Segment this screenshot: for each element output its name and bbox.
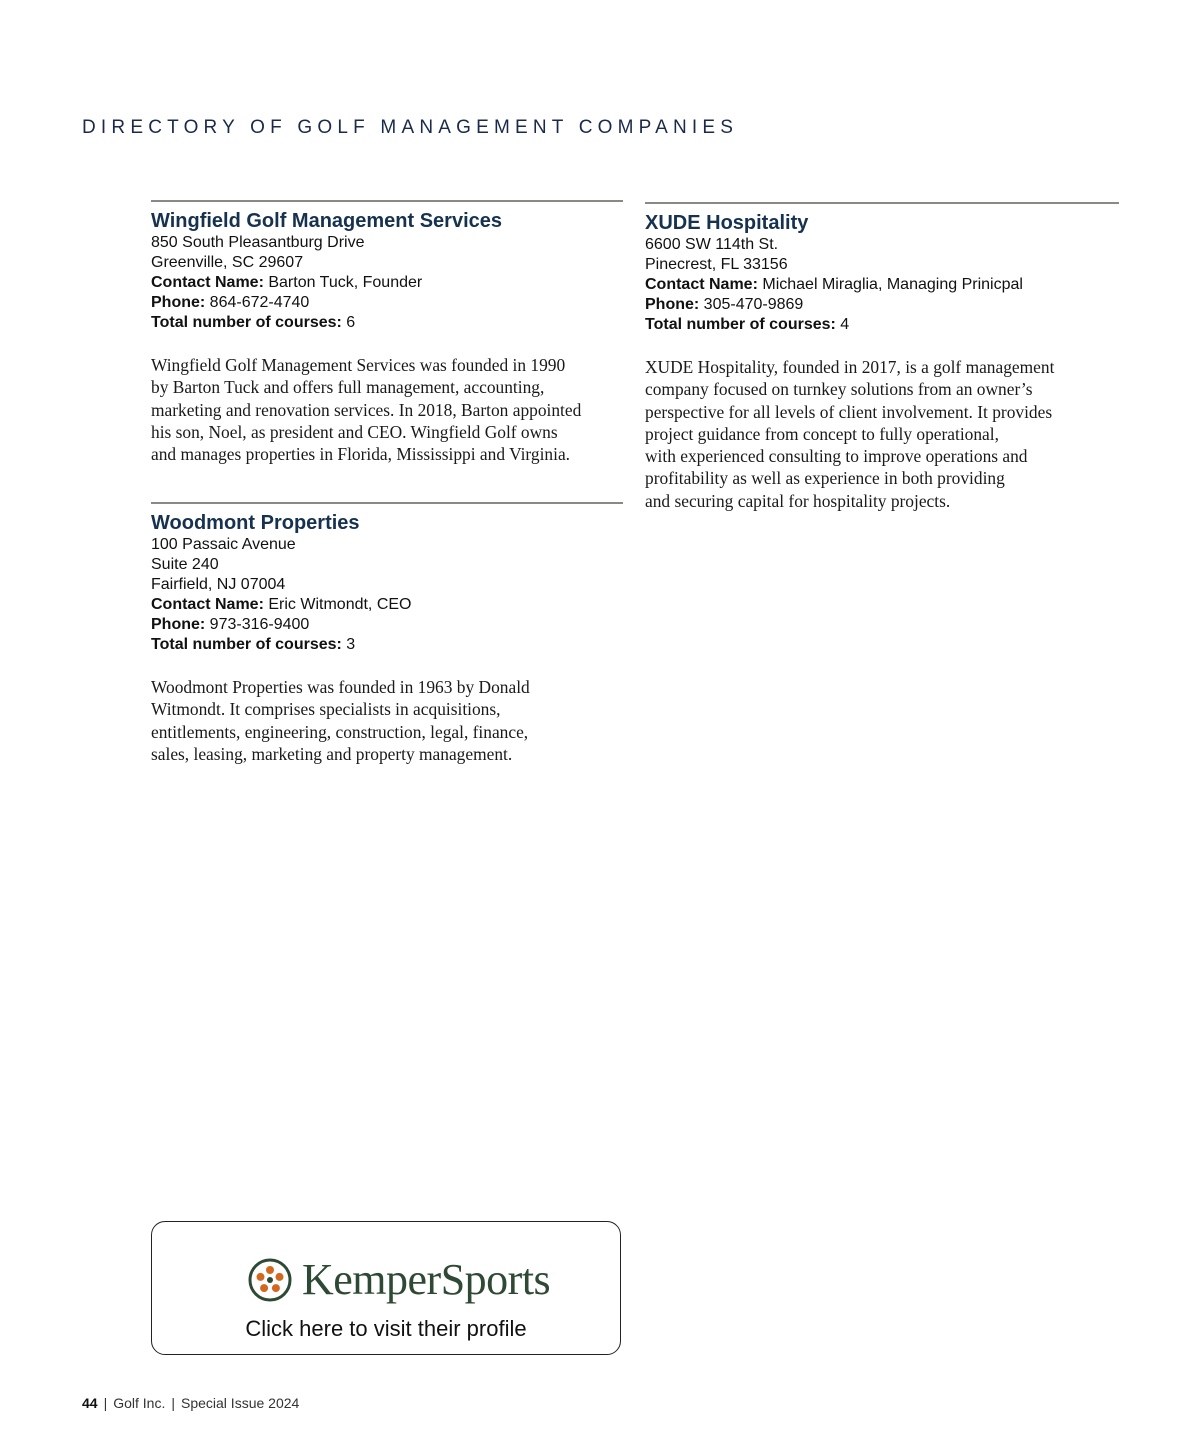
courses-value: 6: [346, 314, 356, 331]
courses-value: 4: [840, 316, 850, 333]
courses-label: Total number of courses:: [151, 636, 342, 653]
company-name: Wingfield Golf Management Services: [151, 210, 503, 232]
address-line: Suite 240: [151, 556, 219, 573]
kempersports-logo: [248, 1256, 550, 1304]
contact-value: Michael Miraglia, Managing Prinicpal: [762, 276, 1023, 293]
flower-logo-icon: [248, 1258, 292, 1302]
address-line: 6600 SW 114th St.: [645, 236, 779, 253]
visit-profile-link[interactable]: Click here to visit their profile: [245, 1316, 527, 1341]
page-footer: [82, 1395, 299, 1411]
contact-label: Contact Name:: [151, 274, 264, 291]
phone-line: [151, 615, 623, 635]
contact-line: [151, 273, 623, 293]
company-description: XUDE Hospitality, founded in 2017, is a golf management company focused on turnkey solutions from an owner’s perspective for all levels of client involvement. It provides project guidance from concept to fully operational, with experienced consulting to improve operations and profitability as well as experience in both providing and securing capital for hospitality projects.: [645, 357, 1055, 511]
phone-value: 864-672-4740: [209, 294, 310, 311]
courses-line: [645, 315, 1119, 335]
company-name: XUDE Hospitality: [645, 212, 809, 234]
issue-name: Special Issue 2024: [181, 1395, 300, 1411]
divider: [151, 200, 623, 202]
address-line: Fairfield, NJ 07004: [151, 576, 286, 593]
company-entry-woodmont: [151, 502, 623, 765]
contact-label: Contact Name:: [645, 276, 758, 293]
address-line: Pinecrest, FL 33156: [645, 256, 788, 273]
address-line: 100 Passaic Avenue: [151, 536, 296, 553]
company-entry-xude: [645, 202, 1119, 512]
contact-value: Barton Tuck, Founder: [268, 274, 423, 291]
courses-label: Total number of courses:: [645, 316, 836, 333]
contact-value: Eric Witmondt, CEO: [268, 596, 412, 613]
courses-line: [151, 635, 623, 655]
page-number: 44: [82, 1395, 98, 1411]
courses-line: [151, 313, 623, 333]
company-description: Woodmont Properties was founded in 1963 by Donald Witmondt. It comprises specialists in acquisitions, entitlements, engineering, construction, legal, finance, sales, leasing, marketing and property management.: [151, 677, 530, 764]
company-name: Woodmont Properties: [151, 512, 360, 534]
company-entry-wingfield: [151, 200, 623, 465]
contact-line: [151, 595, 623, 615]
phone-label: Phone:: [645, 296, 700, 313]
courses-label: Total number of courses:: [151, 314, 342, 331]
contact-label: Contact Name:: [151, 596, 264, 613]
divider: [151, 502, 623, 504]
phone-label: Phone:: [151, 616, 206, 633]
courses-value: 3: [346, 636, 356, 653]
contact-line: [645, 275, 1119, 295]
publication-name: Golf Inc.: [113, 1395, 166, 1411]
footer-separator: |: [171, 1395, 175, 1411]
phone-line: [151, 293, 623, 313]
kempersports-profile-link[interactable]: [151, 1221, 621, 1355]
phone-value: 973-316-9400: [209, 616, 310, 633]
company-description: Wingfield Golf Management Services was founded in 1990 by Barton Tuck and offers full management, accounting, marketing and renovation services. In 2018, Barton appointed his son, Noel, as president and CEO. Wingfield Golf owns and manages properties in Florida, Mississippi and Virginia.: [151, 355, 582, 465]
footer-separator: |: [103, 1395, 108, 1411]
phone-label: Phone:: [151, 294, 206, 311]
phone-line: [645, 295, 1119, 315]
logo-wordmark: KemperSports: [302, 1255, 551, 1304]
address-line: Greenville, SC 29607: [151, 254, 304, 271]
address-line: 850 South Pleasantburg Drive: [151, 234, 365, 251]
phone-value: 305-470-9869: [703, 296, 804, 313]
divider: [645, 202, 1119, 204]
section-header: DIRECTORY OF GOLF MANAGEMENT COMPANIES: [82, 117, 739, 138]
